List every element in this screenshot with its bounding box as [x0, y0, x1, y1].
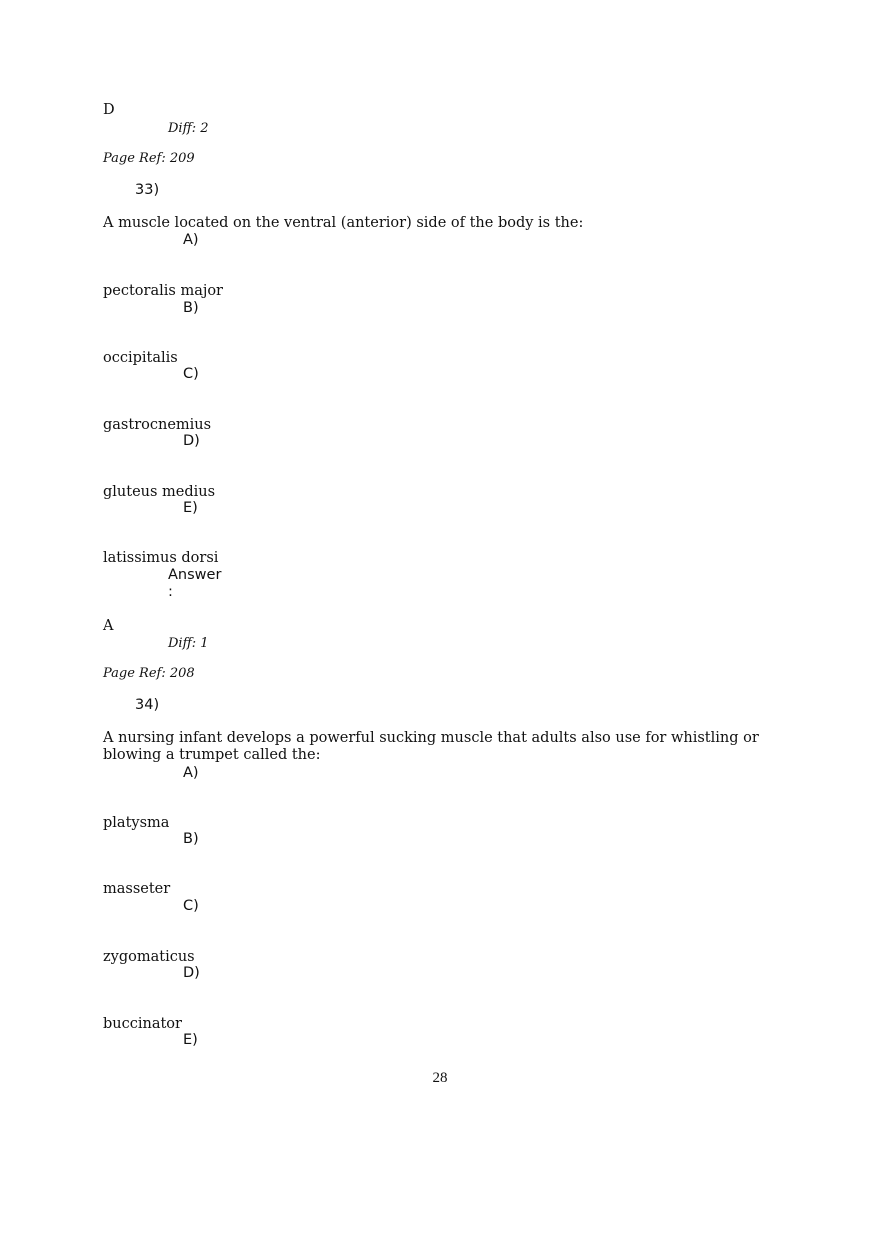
answer-label: Answer: [168, 567, 222, 583]
answer-colon: :: [168, 584, 173, 600]
option-text: platysma: [103, 815, 170, 831]
page-number: 28: [432, 1070, 448, 1086]
option-letter: B): [183, 300, 199, 316]
option-text: gastrocnemius: [103, 417, 212, 433]
answer-value: A: [103, 618, 114, 634]
option-letter: D): [183, 433, 200, 449]
question-text-line1: A nursing infant develops a powerful sucking muscle that adults also use for whistling or: [103, 730, 759, 746]
option-text: latissimus dorsi: [103, 550, 219, 566]
option-letter: E): [183, 500, 198, 516]
page-ref: Page Ref: 208: [103, 666, 195, 681]
option-letter: C): [183, 898, 199, 914]
previous-answer: D: [103, 102, 115, 118]
question-text: A muscle located on the ventral (anterior) side of the body is the:: [103, 215, 584, 231]
question-number: 34): [135, 697, 160, 713]
difficulty: Diff: 1: [168, 636, 209, 651]
option-text: masseter: [103, 881, 171, 897]
option-letter: D): [183, 965, 200, 981]
option-text: occipitalis: [103, 350, 178, 366]
question-text-line2: blowing a trumpet called the:: [103, 747, 321, 763]
option-text: buccinator: [103, 1016, 182, 1032]
option-text: pectoralis major: [103, 283, 223, 299]
option-letter: A): [183, 765, 199, 781]
previous-difficulty: Diff: 2: [168, 121, 209, 136]
option-text: gluteus medius: [103, 484, 216, 500]
option-letter: A): [183, 232, 199, 248]
option-letter: C): [183, 366, 199, 382]
option-letter: B): [183, 831, 199, 847]
question-number: 33): [135, 182, 160, 198]
previous-page-ref: Page Ref: 209: [103, 151, 195, 166]
option-letter: E): [183, 1032, 198, 1048]
option-text: zygomaticus: [103, 949, 195, 965]
